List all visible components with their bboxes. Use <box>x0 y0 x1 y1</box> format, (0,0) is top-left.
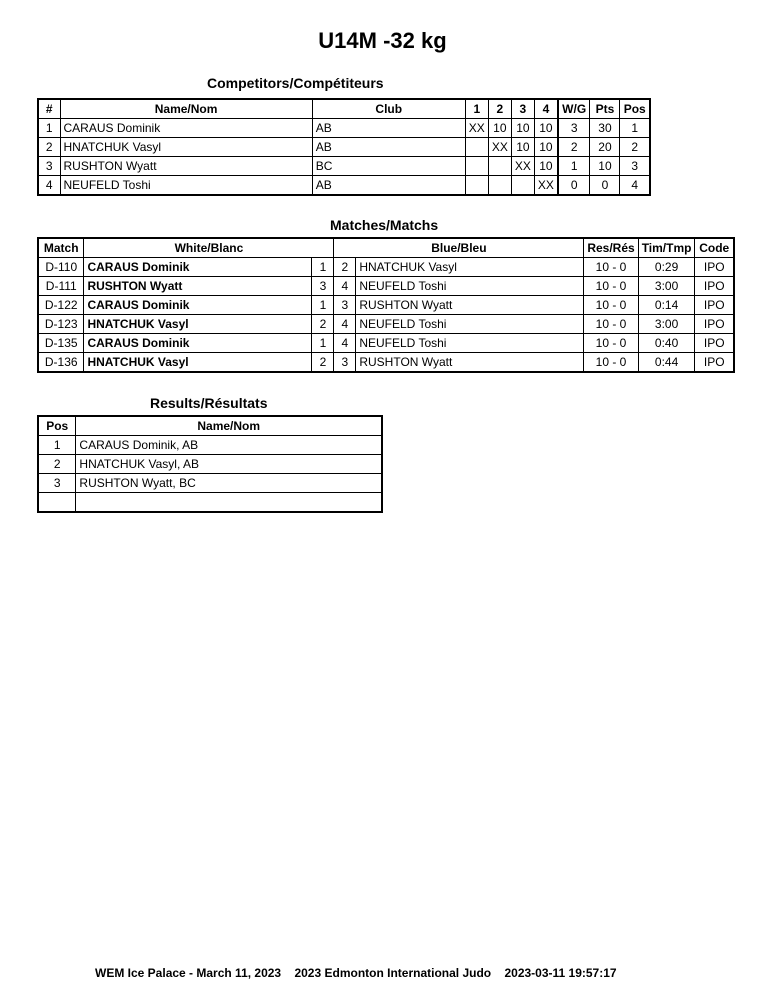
match-result: 10 - 0 <box>584 258 638 277</box>
white-competitor: CARAUS Dominik <box>84 296 312 315</box>
competitor-club: AB <box>312 119 465 138</box>
match-code: IPO <box>695 258 734 277</box>
competitor-position: 2 <box>620 138 650 157</box>
competitor-club: BC <box>312 157 465 176</box>
result-name: CARAUS Dominik, AB <box>76 436 382 455</box>
match-code: IPO <box>695 353 734 373</box>
matches-heading: Matches/Matchs <box>330 217 439 233</box>
col-header-pos: Pos <box>38 416 76 436</box>
footer-event: 2023 Edmonton International Judo <box>294 966 492 980</box>
score-2 <box>488 176 511 196</box>
col-header-name: Name/Nom <box>60 99 312 119</box>
competitor-points: 30 <box>590 119 620 138</box>
match-row <box>38 334 734 353</box>
match-code: IPO <box>695 277 734 296</box>
competitor-wins: 0 <box>558 176 590 196</box>
score-1 <box>465 157 488 176</box>
match-code: IPO <box>695 315 734 334</box>
match-id: D-136 <box>38 353 84 373</box>
col-header-time: Tim/Tmp <box>638 238 695 258</box>
results-table <box>37 415 383 513</box>
col-header-1: 1 <box>465 99 488 119</box>
col-header-club: Club <box>312 99 465 119</box>
blue-number: 4 <box>334 334 356 353</box>
col-header-pos: Pos <box>620 99 650 119</box>
footer <box>95 966 617 980</box>
white-number: 1 <box>312 334 334 353</box>
match-row <box>38 258 734 277</box>
col-header-pts: Pts <box>590 99 620 119</box>
col-header-result: Res/Rés <box>584 238 638 258</box>
competitor-num: 1 <box>38 119 60 138</box>
competitors-table <box>37 98 651 196</box>
col-header-num: # <box>38 99 60 119</box>
competitor-points: 10 <box>590 157 620 176</box>
result-position: 1 <box>38 436 76 455</box>
match-id: D-111 <box>38 277 84 296</box>
blue-number: 4 <box>334 277 356 296</box>
blue-number: 3 <box>334 296 356 315</box>
competitor-points: 20 <box>590 138 620 157</box>
white-competitor: RUSHTON Wyatt <box>84 277 312 296</box>
matches-header-row <box>38 238 734 258</box>
score-4: XX <box>534 176 558 196</box>
col-header-name: Name/Nom <box>76 416 382 436</box>
score-3: XX <box>511 157 534 176</box>
competitor-num: 4 <box>38 176 60 196</box>
competitor-points: 0 <box>590 176 620 196</box>
match-id: D-122 <box>38 296 84 315</box>
col-header-2: 2 <box>488 99 511 119</box>
competitor-row <box>38 176 650 196</box>
blue-competitor: NEUFELD Toshi <box>356 315 584 334</box>
results-header-row <box>38 416 382 436</box>
blue-competitor: RUSHTON Wyatt <box>356 353 584 373</box>
competitor-wins: 2 <box>558 138 590 157</box>
competitor-row <box>38 138 650 157</box>
competitor-name: CARAUS Dominik <box>60 119 312 138</box>
competitor-position: 4 <box>620 176 650 196</box>
competitor-row <box>38 157 650 176</box>
competitor-position: 1 <box>620 119 650 138</box>
competitor-wins: 3 <box>558 119 590 138</box>
score-1: XX <box>465 119 488 138</box>
match-result: 10 - 0 <box>584 353 638 373</box>
competitor-row <box>38 119 650 138</box>
score-4: 10 <box>534 119 558 138</box>
blue-number: 2 <box>334 258 356 277</box>
blue-competitor: HNATCHUK Vasyl <box>356 258 584 277</box>
results-heading: Results/Résultats <box>150 395 268 411</box>
score-4: 10 <box>534 138 558 157</box>
footer-venue: WEM Ice Palace - March 11, 2023 <box>95 966 282 980</box>
match-time: 3:00 <box>638 277 695 296</box>
score-3 <box>511 176 534 196</box>
result-position <box>38 493 76 513</box>
competitors-header-row <box>38 99 650 119</box>
match-time: 0:14 <box>638 296 695 315</box>
result-row <box>38 474 382 493</box>
competitor-name: NEUFELD Toshi <box>60 176 312 196</box>
competitor-club: AB <box>312 138 465 157</box>
match-row <box>38 277 734 296</box>
page-title: U14M -32 kg <box>318 28 447 53</box>
result-name: HNATCHUK Vasyl, AB <box>76 455 382 474</box>
score-2 <box>488 157 511 176</box>
blue-competitor: NEUFELD Toshi <box>356 277 584 296</box>
col-header-white: White/Blanc <box>84 238 334 258</box>
competitor-position: 3 <box>620 157 650 176</box>
competitor-num: 3 <box>38 157 60 176</box>
match-row <box>38 296 734 315</box>
white-number: 3 <box>312 277 334 296</box>
competitor-name: HNATCHUK Vasyl <box>60 138 312 157</box>
blue-competitor: RUSHTON Wyatt <box>356 296 584 315</box>
competitor-name: RUSHTON Wyatt <box>60 157 312 176</box>
score-2: XX <box>488 138 511 157</box>
blue-number: 3 <box>334 353 356 373</box>
white-number: 1 <box>312 296 334 315</box>
match-id: D-110 <box>38 258 84 277</box>
white-competitor: CARAUS Dominik <box>84 258 312 277</box>
result-name <box>76 493 382 513</box>
result-position: 3 <box>38 474 76 493</box>
match-id: D-123 <box>38 315 84 334</box>
footer-timestamp: 2023-03-11 19:57:17 <box>504 966 617 980</box>
white-number: 1 <box>312 258 334 277</box>
col-header-match: Match <box>38 238 84 258</box>
match-id: D-135 <box>38 334 84 353</box>
competitor-num: 2 <box>38 138 60 157</box>
score-3: 10 <box>511 119 534 138</box>
match-result: 10 - 0 <box>584 334 638 353</box>
match-result: 10 - 0 <box>584 277 638 296</box>
match-result: 10 - 0 <box>584 296 638 315</box>
white-competitor: CARAUS Dominik <box>84 334 312 353</box>
match-code: IPO <box>695 334 734 353</box>
match-code: IPO <box>695 296 734 315</box>
white-number: 2 <box>312 353 334 373</box>
matches-table <box>37 237 735 373</box>
white-competitor: HNATCHUK Vasyl <box>84 353 312 373</box>
score-1 <box>465 138 488 157</box>
result-row <box>38 493 382 513</box>
score-3: 10 <box>511 138 534 157</box>
result-row <box>38 436 382 455</box>
col-header-4: 4 <box>534 99 558 119</box>
col-header-code: Code <box>695 238 734 258</box>
blue-competitor: NEUFELD Toshi <box>356 334 584 353</box>
match-result: 10 - 0 <box>584 315 638 334</box>
col-header-3: 3 <box>511 99 534 119</box>
white-competitor: HNATCHUK Vasyl <box>84 315 312 334</box>
result-name: RUSHTON Wyatt, BC <box>76 474 382 493</box>
competitors-heading: Competitors/Compétiteurs <box>207 75 384 91</box>
blue-number: 4 <box>334 315 356 334</box>
match-row <box>38 315 734 334</box>
col-header-blue: Blue/Bleu <box>334 238 584 258</box>
match-time: 0:44 <box>638 353 695 373</box>
col-header-wg: W/G <box>558 99 590 119</box>
score-4: 10 <box>534 157 558 176</box>
match-row <box>38 353 734 373</box>
white-number: 2 <box>312 315 334 334</box>
score-2: 10 <box>488 119 511 138</box>
result-position: 2 <box>38 455 76 474</box>
match-time: 3:00 <box>638 315 695 334</box>
competitor-wins: 1 <box>558 157 590 176</box>
competitor-club: AB <box>312 176 465 196</box>
match-time: 0:40 <box>638 334 695 353</box>
result-row <box>38 455 382 474</box>
match-time: 0:29 <box>638 258 695 277</box>
score-1 <box>465 176 488 196</box>
